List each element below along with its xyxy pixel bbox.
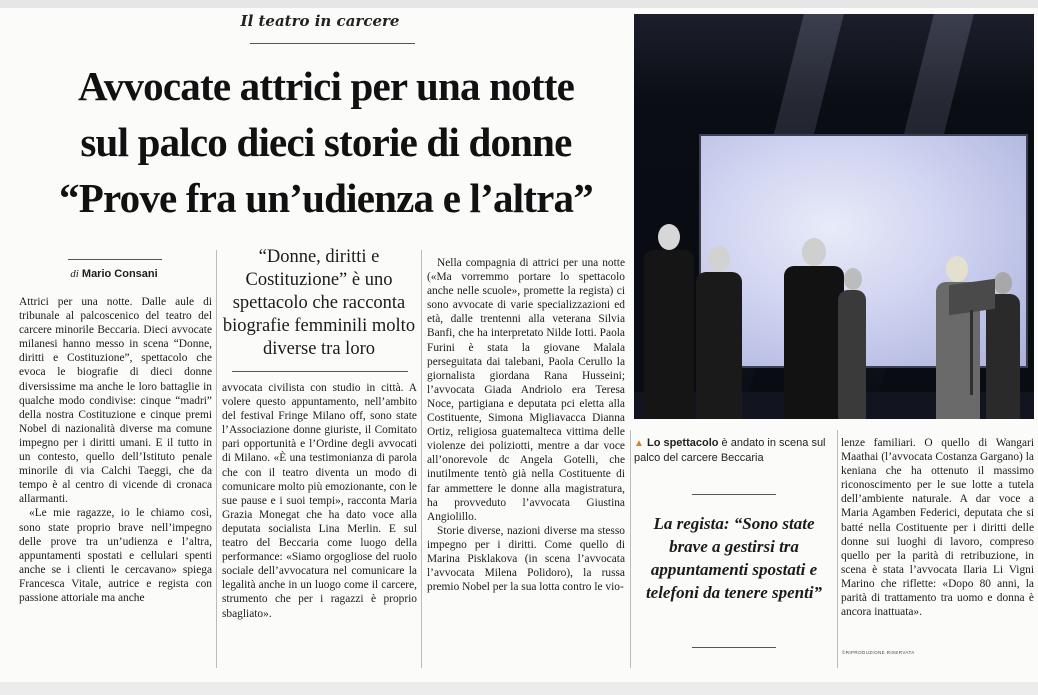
column-separator — [837, 430, 838, 668]
byline — [18, 268, 210, 280]
byline-prefix: di — [70, 268, 79, 280]
caption-label: Lo spettacolo — [646, 437, 719, 449]
quote-rule-top — [692, 494, 776, 495]
paragraph: lenze familiari. O quello di Wangari Maathai (l’avvocata Costanza Gargano) la keniana che ha ottenuto il massimo riconoscimento per le sue lotte a tutela dell’ambiente naturale. A dar voce a Maria Agamben Federici, deputata che si batté nella Costituente per i diritti delle donne sui luoghi di lavoro, compreso quello per la parità di retribuzione, in scena è stata l’avvocata Ilaria Li Vigni Marino che riflette: «Dopo 80 anni, la parità di trattamento tra uomo e donna è ancora inattuata». — [841, 437, 1034, 619]
column-separator — [216, 250, 217, 668]
pull-quote: “Donne, diritti e Costituzione” è uno spettacolo che racconta biografie femminili molto diverse tra loro — [222, 247, 416, 359]
column-separator — [421, 250, 422, 668]
byline-rule — [68, 259, 162, 260]
caption-text: è andato in scena sul palco del carcere Beccaria — [634, 437, 826, 464]
headline-line-2: sul palco dieci storie di donne — [80, 119, 572, 165]
photo-caption — [634, 436, 830, 465]
kicker-rule — [250, 43, 415, 44]
paragraph: Attrici per una notte. Dalle aule di tribunale al palcoscenico del teatro del carcere minorile Beccaria. Dieci avvocate milanesi hanno messo in scena “Donne, diritti e Costituzione”, spettacolo che evoca le biografie di dieci donne diversissime ma anche le loro battaglie in qualche modo condivise: cinque “madri” della nostra Costituzione e cinque premi Nobel di nazionalità diverse ma comune impegno per i diritti umani. E il tutto in un contesto, quello dell’Istituto penale minorile di via Calchi Taeggi, che da tempo è al centro di vicende di cronaca allarmanti. — [19, 296, 212, 506]
headline-line-3: “Prove fra un’udienza e l’altra” — [59, 175, 593, 221]
byline-author: Mario Consani — [81, 268, 158, 280]
column-separator — [630, 430, 631, 668]
top-border — [0, 0, 1038, 8]
paragraph: «Le mie ragazze, io le chiamo così, sono state proprio brave nell’impegno delle prove tra un’udienza e l’altra, appuntamenti spostati e cellulari spenti anche se i clienti le cercavano» spiega Francesca Vitale, autrice e regista con passione attoriale ma anche — [19, 507, 212, 604]
article-column-1 — [19, 295, 212, 605]
caption-triangle-icon: ▲ — [634, 438, 644, 449]
regista-quote: La regista: “Sono state brave a gestirsi tra appuntamenti spostati e telefoni da tenere spenti” — [645, 514, 823, 602]
paragraph: Storie diverse, nazioni diverse ma stesso impegno per i diritti. Come quello di Marina Pisklakova (in scena l’avvocata l’avvocata Milena Polidoro), la russa premio Nobel per la sua lotta contro le vio- — [427, 524, 625, 594]
article-column-2 — [222, 381, 417, 621]
paragraph: Nella compagnia di attrici per una notte («Ma vorremmo portare lo spettacolo anche nelle scuole», promette la regista) ci sono avvocate di varie specializzazioni ed età, dalle trentenni alla veterana Silvia Banfi, che ha interpretato Nilde Iotti. Paola Furini è stata la giovane Malala perseguitata dai talebani, Paola Cerullo la giornalista giordana Rana Husseini; l’avvocata Giada Andriolo era Teresa Noce, partigiana e deputata pci eletta alla Costituente, Simona Migliavacca Dianna Ortiz, religiosa guatemalteca vittima delle violenze dei poliziotti, mentre a dar voce all’onorevole dc Angela Gotelli, che inutilmente tentò già nella Costituente di far ammettere le donne alla magistratura, ha provveduto l’avvocata Giustina Angiolillo. — [427, 257, 625, 523]
bottom-border — [0, 682, 1038, 695]
music-stand-pole — [970, 310, 973, 395]
article-column-3 — [427, 256, 625, 594]
kicker: Il teatro in carcere — [240, 12, 400, 30]
headline — [20, 58, 632, 226]
stage-photo — [634, 14, 1034, 419]
quote-rule-bottom — [692, 647, 776, 648]
article-column-5 — [841, 436, 1034, 619]
copyright-notice: ©RIPRODUZIONE RISERVATA — [842, 650, 915, 655]
paragraph: avvocata civilista con studio in città. A volere questo appuntamento, nell’ambito del festival Fringe Milano off, sono state l’Associazione donne giuriste, il Comitato pari opportunità e l’Ordine degli avvocati di Milano. «È una testimonianza di parola che con il teatro diventa un modo di comunicare molto più emozionante, con le sue pause e i suoi tempi», racconta Maria Grazia Monegat che ha dato voce alla deputata socialista Lina Merlin. E sul teatro del Beccaria come luogo della performance: «Siamo orgogliose del ruolo sociale dell’avvocatura nel comunicare la legalità anche in un luogo come il carcere, strumento che per i ragazzi è proprio sbagliato». — [222, 382, 417, 620]
pull-quote-rule — [232, 371, 408, 372]
headline-line-1: Avvocate attrici per una notte — [78, 63, 574, 109]
